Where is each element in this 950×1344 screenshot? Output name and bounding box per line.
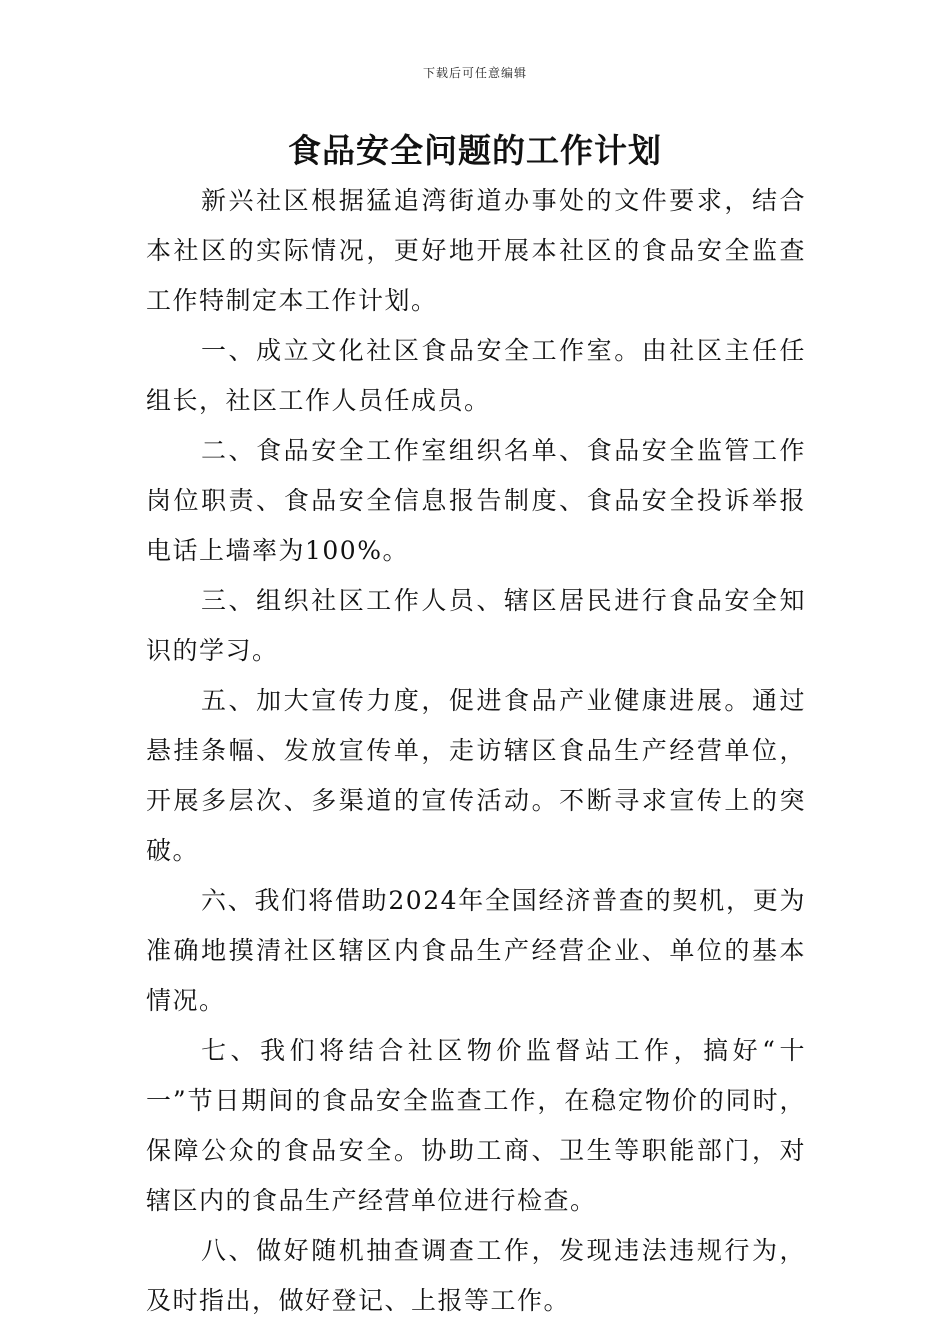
- paragraph-item-3: 三、组织社区工作人员、辖区居民进行食品安全知识的学习。: [146, 586, 806, 665]
- paragraph-item-2: 二、食品安全工作室组织名单、食品安全监管工作岗位职责、食品安全信息报告制度、食品安全投诉举报电话上墙率为100%。: [146, 436, 806, 565]
- header-note: 下载后可任意编辑: [422, 66, 527, 80]
- paragraph-item-1: 一、成立文化社区食品安全工作室。由社区主任任组长，社区工作人员任成员。: [146, 336, 806, 415]
- paragraph-item-8: 八、做好随机抽查调查工作，发现违法违规行为，及时指出，做好登记、上报等工作。: [146, 1236, 806, 1315]
- paragraph-item-6: 六、我们将借助2024年全国经济普查的契机，更为准确地摸清社区辖区内食品生产经营企业、单位的基本情况。: [146, 886, 806, 1015]
- paragraph-item-5: 五、加大宣传力度，促进食品产业健康进展。通过悬挂条幅、发放宣传单，走访辖区食品生产经营单位，开展多层次、多渠道的宣传活动。不断寻求宣传上的突破。: [146, 686, 806, 865]
- document-body: [146, 176, 806, 1326]
- paragraph-intro: 新兴社区根据猛追湾街道办事处的文件要求，结合本社区的实际情况，更好地开展本社区的食品安全监查工作特制定本工作计划。: [146, 186, 806, 315]
- document-title: 食品安全问题的工作计划: [288, 131, 662, 170]
- paragraph-item-7: 七、我们将结合社区物价监督站工作，搞好“十一”节日期间的食品安全监查工作，在稳定物价的同时，保障公众的食品安全。协助工商、卫生等职能部门，对辖区内的食品生产经营单位进行检查。: [146, 1036, 806, 1215]
